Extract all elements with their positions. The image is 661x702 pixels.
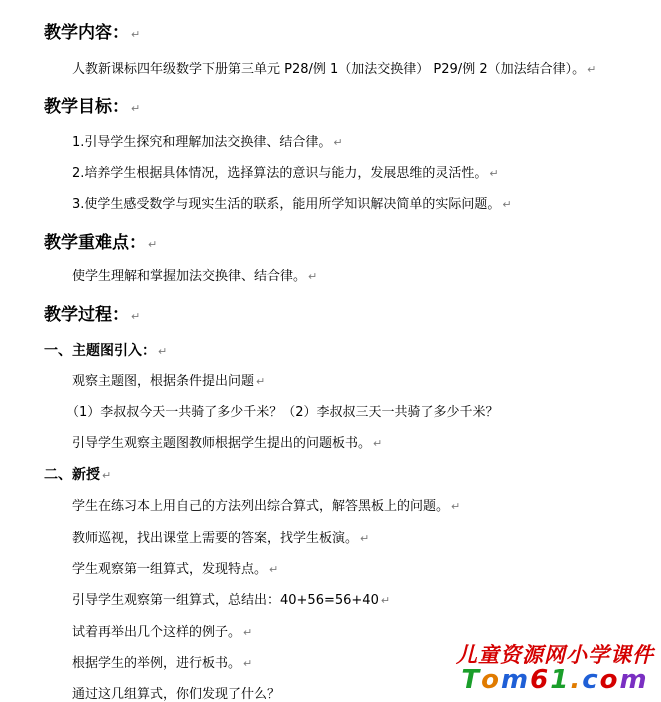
paragraph-mark: ↵	[148, 238, 158, 251]
goals-heading: 教学目标： ↵	[44, 97, 141, 117]
paragraph-mark: ↵	[308, 270, 318, 283]
site-watermark-logo	[455, 639, 655, 695]
paragraph-mark: ↵	[333, 136, 343, 149]
section2-line-1: 学生在练习本上用自己的方法列出综合算式，解答黑板上的问题。 ↵	[72, 499, 461, 514]
section2-line-2: 教师巡视，找出课堂上需要的答案，找学生板演。 ↵	[72, 531, 370, 546]
section1-line-3: 引导学生观察主题图教师根据学生提出的问题板书。 ↵	[72, 436, 383, 451]
paragraph-mark: ↵	[360, 532, 370, 545]
paragraph-mark: ↵	[243, 657, 253, 670]
section2-line-6: 根据学生的举例，进行板书。 ↵	[72, 656, 253, 671]
paragraph-mark: ↵	[269, 563, 279, 576]
paragraph-mark: ↵	[131, 102, 141, 115]
paragraph-mark: ↵	[489, 167, 499, 180]
key-points-text: 使学生理解和掌握加法交换律、结合律。 ↵	[72, 269, 318, 284]
paragraph-mark: ↵	[373, 437, 383, 450]
paragraph-mark: ↵	[451, 500, 461, 513]
process-heading: 教学过程： ↵	[44, 305, 141, 325]
watermark-bottom-text	[455, 665, 655, 695]
paragraph-mark: ↵	[256, 375, 266, 388]
paragraph-mark: ↵	[243, 626, 253, 639]
watermark-letter: 6	[530, 665, 551, 695]
watermark-letter: 1	[550, 665, 571, 695]
paragraph-mark: ↵	[131, 28, 141, 41]
goal-item-3: 3.使学生感受数学与现实生活的联系，能用所学知识解决简单的实际问题。 ↵	[72, 197, 512, 212]
watermark-letter: o	[599, 665, 620, 695]
section2-line-5: 试着再举出几个这样的例子。 ↵	[72, 625, 253, 640]
paragraph-mark: ↵	[587, 63, 597, 76]
section2-line-3: 学生观察第一组算式，发现特点。 ↵	[72, 562, 279, 577]
section1-heading: 一、主题图引入： ↵	[44, 343, 168, 359]
section2-line-4: 引导学生观察第一组算式，总结出：40+56=56+40 ↵	[72, 593, 391, 608]
paragraph-mark: ↵	[131, 310, 141, 323]
goal-item-1: 1.引导学生探究和理解加法交换律、结合律。 ↵	[72, 135, 343, 150]
paragraph-mark: ↵	[380, 594, 391, 607]
watermark-letter: m	[619, 665, 649, 695]
section2-heading: 二、新授 ↵	[44, 467, 112, 483]
watermark-letter: T	[461, 665, 482, 695]
content-heading: 教学内容： ↵	[44, 23, 141, 43]
paragraph-mark: ↵	[102, 469, 112, 482]
watermark-letter: m	[501, 665, 531, 695]
content-text: 人教新课标四年级数学下册第三单元 P28/例 1（加法交换律） P29/例 2（加法结合律）。 ↵	[72, 62, 597, 77]
watermark-letter: .	[570, 665, 583, 695]
goal-item-2: 2.培养学生根据具体情况，选择算法的意识与能力，发展思维的灵活性。 ↵	[72, 166, 499, 181]
watermark-letter: o	[481, 665, 502, 695]
watermark-top-text: 儿童资源网小学课件	[456, 642, 654, 667]
paragraph-mark: ↵	[158, 345, 168, 358]
section1-line-1: 观察主题图，根据条件提出问题 ↵	[72, 374, 266, 389]
paragraph-mark: ↵	[502, 198, 512, 211]
section1-line-2: （1）李叔叔今天一共骑了多少千米？（2）李叔叔三天一共骑了多少千米？	[66, 405, 499, 420]
watermark-letter: c	[582, 665, 600, 695]
section2-line-7: 通过这几组算式，你们发现了什么？	[72, 687, 281, 702]
key-points-heading: 教学重难点： ↵	[44, 233, 158, 253]
